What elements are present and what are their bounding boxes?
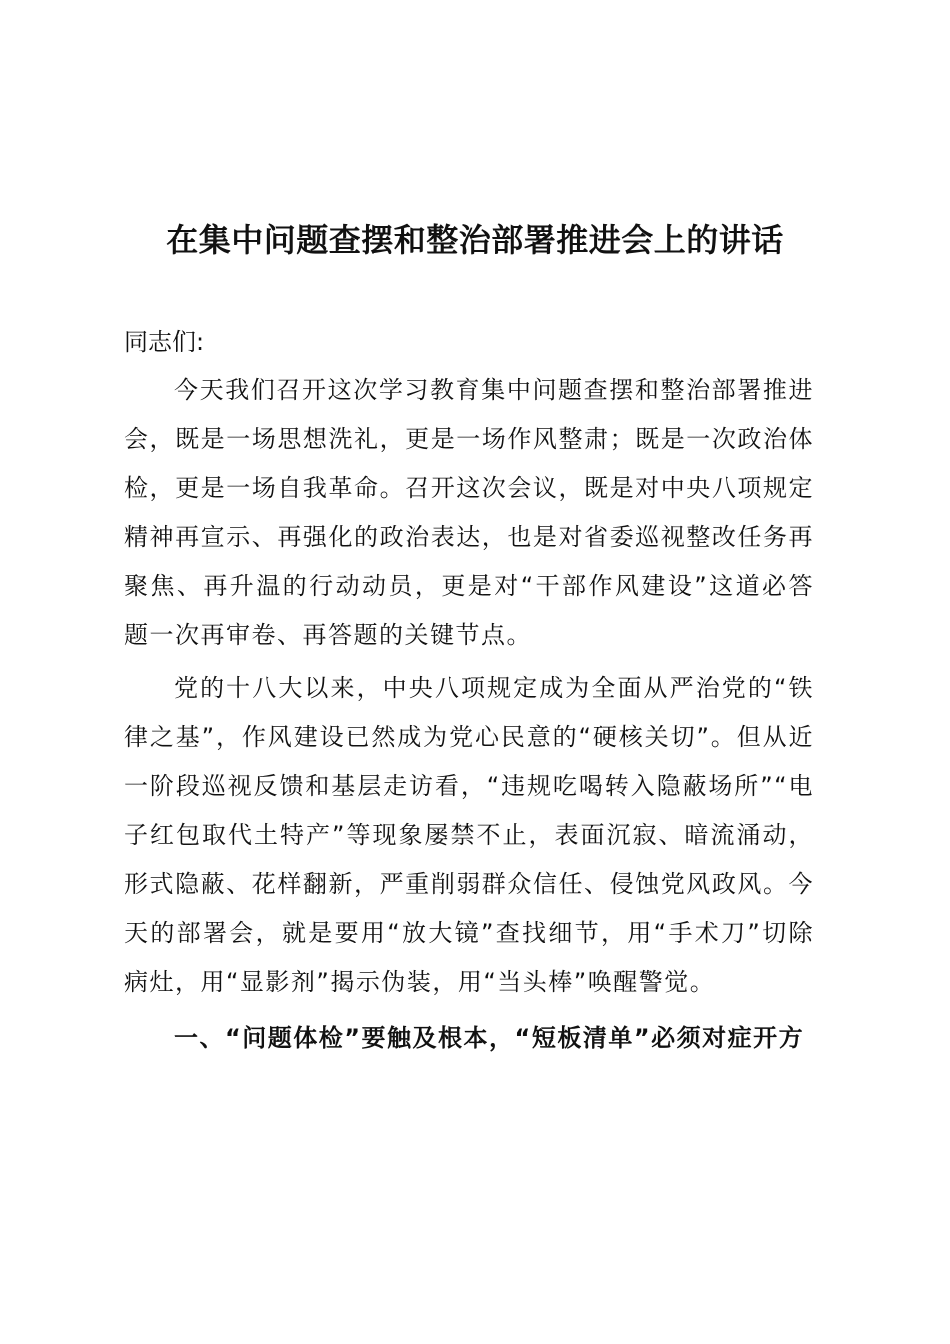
salutation: 同志们: (124, 328, 205, 356)
paragraph-1: 今天我们召开这次学习教育集中问题查摆和整治部署推进会，既是一场思想洗礼，更是一场作风整肃；既是一次政治体检，更是一场自我革命。召开这次会议，既是对中央八项规定精神再宣示、再强化的政治表达，也是对省委巡视整改任务再聚焦、再升温的行动动员，更是对“干部作风建设”这道必答题一次再审卷、再答题的关键节点。 (124, 376, 814, 649)
paragraph-2: 党的十八大以来，中央八项规定成为全面从严治党的“铁律之基”，作风建设已然成为党心民意的“硬核关切”。但从近一阶段巡视反馈和基层走访看，“违规吃喝转入隐蔽场所”“电子红包取代土特产”等现象屡禁不止，表面沉寂、暗流涌动，形式隐蔽、花样翻新，严重削弱群众信任、侵蚀党风政风。今天的部署会，就是要用“放大镜”查找细节，用“手术刀”切除病灶，用“显影剂”揭示伪装，用“当头棒”唤醒警觉。 (124, 674, 814, 996)
document-title: 在集中问题查摆和整治部署推进会上的讲话 (166, 221, 784, 259)
section-heading-1: 一、“问题体检”要触及根本，“短板清单”必须对症开方 (174, 1024, 805, 1052)
